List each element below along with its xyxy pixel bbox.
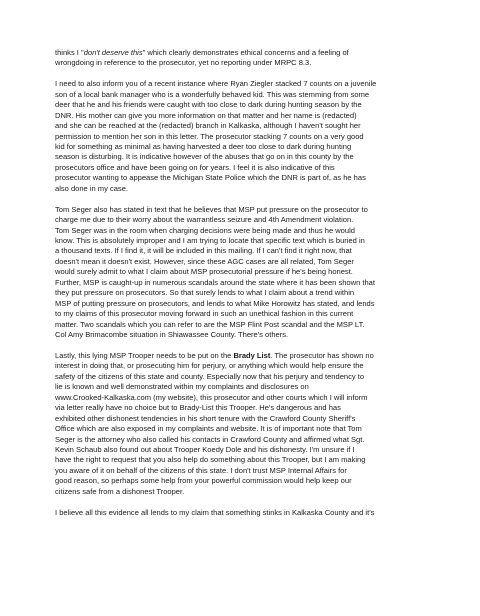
paragraph-msp-pressure: Tom Seger also has stated in text that he believes that MSP put pressure on the prosecutor to charge me due to their worry about the warrantless seizure and 4th Amendment violation. Tom Seger was in the room when charging decisions were being made and thus he would know. This is absolutely improper and I am trying to locate that specific text which is buried in a thousand texts. If I find it, it will be included in this mailing. If I can't find it right now, that doesn't mean it doesn't exist. However, since these AGC cases are all related, Tom Seger would surely admit to what I claim about MSP prosecutorial pressure if he's being honest. Further, MSP is caught-up in numerous scandals around the state where it has been shown that they put pressure on prosecutors. So that surely lends to what I claim about a trend within MSP of putting pressure on prosecutors, and lends to what Mike Horowitz has stated, and lends to my claims of this prosecutor moving forward in such an unethical fashion in this current matter. Two scandals which you can refer to are the MSP Flint Post scandal and the MSP LT. Col Amy Brimacombe situation in Shiawassee County. There's others. (55, 204, 375, 340)
paragraph-text: thinks I " (55, 48, 84, 57)
brady-list-emphasis: Brady List (233, 350, 271, 360)
paragraph-juvenile-counts: I need to also inform you of a recent instance where Ryan Ziegler stacked 7 counts on a juvenile son of a local bank manager who is a wonderfully behaved kid. This was stemming from some deer that he and his friends were caught with too close to dark during hunting season by the DNR. His mother can give you more information on that matter and her name is (redacted) and she can be reached at the (redacted) branch in Kalkaska, although I haven't sought her permission to mention her son in this letter. The prosecutor stacking 7 counts on a very good kid for something as minimal as having harvested a deer too close to dark during hunting season is disturbing. It is indicative however of the abuses that go on in this county by the prosecutors office and have been going on for years. I feel it is also indicative of this prosecutor wanting to appease the Michigan State Police which the DNR is part of, as he has also done in my case. (55, 79, 377, 193)
italic-quote: don't deserve this (83, 48, 143, 57)
paragraph-text: . The prosecutor has shown no interest in doing that, or prosecuting him for perjury, or anything which would help ensure the safety of the citizens of this state and county. Especially now that his perjury and tendency to lie is known and well demonstrated within my complaints and disclosures on www.Crooked-Kalkaska.com (my website), this prosecutor and other courts which I will inform via letter really have no choice but to Brady-List this Trooper. He's dangerous and has exhibited other dishonest tendencies in his short tenure with the Crawford County Sheriff's Office which are also exposed in my complaints and website. It is of important note that Tom Seger is the attorney who also called his contacts in Crawford County and affirmed what Sgt. Kevin Schaub also found out about Trooper Koedy Dole and his dishonesty. I'm unsure if I have the right to request that you also help do something about this Trooper, but I am making you aware of it on behalf of the citizens of this state. I don't trust MSP Internal Affairs for good reason, so perhaps some help from your powerful commission would help keep our citizens safe from a dishonest Trooper. (55, 350, 374, 496)
paragraph-mrpc-reporting (55, 48, 440, 69)
paragraph-text: " which clearly demonstrates ethical concerns and a feeling of wrongdoing in reference to the prosecutor, yet no reporting under MRPC 8.3. (55, 48, 349, 68)
paragraph-closing: I believe all this evidence all lends to my claim that something stinks in Kalkaska County and it's (55, 507, 375, 517)
paragraph-text: Lastly, this lying MSP Trooper needs to be put on the (55, 350, 234, 360)
paragraph-brady-list (55, 351, 440, 497)
